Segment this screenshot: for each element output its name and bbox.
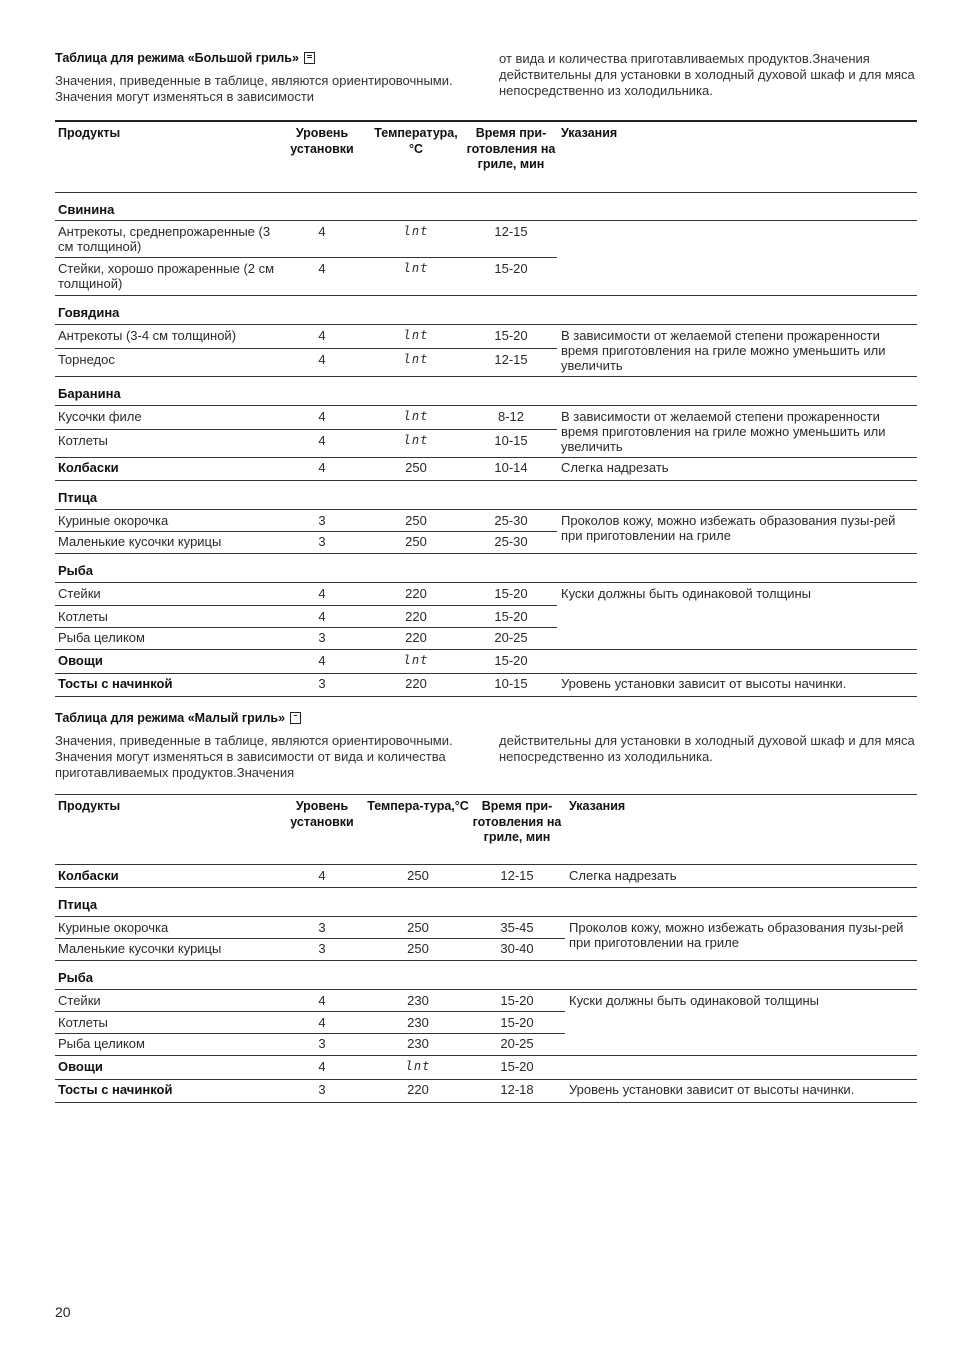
large-grill-table xyxy=(55,120,917,697)
row-time: 10-14 xyxy=(465,457,557,480)
row-product: Антрекоты, среднепрожаренные (3 см толщиной) xyxy=(55,220,277,257)
row-level: 3 xyxy=(277,1034,367,1056)
section2-intro-right: действительны для установки в холодный духовой шкаф и для мяса непосредственно из холодильника. xyxy=(499,733,915,764)
section1-intro-right: от вида и количества приготавливаемых продуктов.Значения действительны для установки в холодный духовой шкаф и для мяса непосредственно из холодильника. xyxy=(499,51,915,98)
table-row xyxy=(55,405,917,429)
row-level: 4 xyxy=(277,865,367,888)
row-product: Маленькие кусочки курицы xyxy=(55,531,277,553)
row-level: 3 xyxy=(277,673,367,696)
row-product: Рыба целиком xyxy=(55,627,277,649)
category-poultry: Птица xyxy=(55,888,917,917)
section2-intro-left: Значения, приведенные в таблице, являются ориентировочными. Значения могут изменяться в зависимости от вида и количества приготавливаемых продуктов.Значения xyxy=(55,733,453,780)
row-time: 25-30 xyxy=(465,509,557,531)
row-level: 4 xyxy=(277,220,367,257)
row-time: 20-25 xyxy=(469,1034,565,1056)
row-time: 25-30 xyxy=(465,531,557,553)
row-time: 10-15 xyxy=(465,673,557,696)
row-time: 12-15 xyxy=(469,865,565,888)
row-level: 3 xyxy=(277,627,367,649)
table-row xyxy=(55,990,917,1012)
row-temp: 230 xyxy=(367,1012,469,1034)
category-fish: Рыба xyxy=(55,961,917,990)
row-level: 4 xyxy=(277,405,367,429)
row-level: 3 xyxy=(277,531,367,553)
table-row xyxy=(55,324,917,348)
table-row xyxy=(55,1080,917,1103)
row-product: Тосты с начинкой xyxy=(55,1080,277,1103)
row-temp: 250 xyxy=(367,509,465,531)
header-products: Продукты xyxy=(55,795,277,865)
table-row xyxy=(55,457,917,480)
row-product: Овощи xyxy=(55,649,277,673)
row-temp: lnt xyxy=(367,220,465,257)
header-temp: Темпера-тура,°C xyxy=(367,795,469,865)
header-time: Время при-готовления на гриле, мин xyxy=(465,121,557,192)
note-poultry: Проколов кожу, можно избежать образования пузы-рей при приготовлении на гриле xyxy=(565,917,917,961)
small-grill-table xyxy=(55,794,917,1103)
row-product: Куриные окорочка xyxy=(55,509,277,531)
row-product: Тосты с начинкой xyxy=(55,673,277,696)
row-temp: 250 xyxy=(367,939,469,961)
row-product: Котлеты xyxy=(55,1012,277,1034)
section2-title-text: Таблица для режима «Малый гриль» xyxy=(55,711,286,725)
row-product: Котлеты xyxy=(55,429,277,457)
row-level: 3 xyxy=(277,917,367,939)
row-level: 4 xyxy=(277,605,367,627)
row-product: Колбаски xyxy=(55,865,277,888)
row-time: 10-15 xyxy=(465,429,557,457)
note-beef: В зависимости от желаемой степени прожаренности время приготовления на гриле можно уменьшить или увеличить xyxy=(557,324,917,376)
row-level: 4 xyxy=(277,1056,367,1080)
table-row xyxy=(55,257,917,295)
row-level: 3 xyxy=(277,509,367,531)
header-level: Уровень установки xyxy=(277,121,367,192)
row-level: 4 xyxy=(277,990,367,1012)
row-product: Стейки xyxy=(55,990,277,1012)
row-time: 8-12 xyxy=(465,405,557,429)
table-row xyxy=(55,509,917,531)
row-product: Торнедос xyxy=(55,348,277,376)
header-notes: Указания xyxy=(557,121,917,192)
row-product: Стейки, хорошо прожаренные (2 см толщиной) xyxy=(55,257,277,295)
row-temp: 230 xyxy=(367,1034,469,1056)
row-time: 15-20 xyxy=(469,990,565,1012)
row-temp: 220 xyxy=(367,673,465,696)
row-time: 12-15 xyxy=(465,348,557,376)
row-product: Рыба целиком xyxy=(55,1034,277,1056)
row-time: 15-20 xyxy=(465,605,557,627)
table-row xyxy=(55,865,917,888)
category-lamb: Баранина xyxy=(55,376,917,405)
category-pork: Свинина xyxy=(55,192,917,220)
row-product: Овощи xyxy=(55,1056,277,1080)
row-product: Маленькие кусочки курицы xyxy=(55,939,277,961)
table-row xyxy=(55,220,917,257)
header-time: Время при-готовления на гриле, мин xyxy=(469,795,565,865)
row-time: 15-20 xyxy=(465,324,557,348)
row-level: 4 xyxy=(277,649,367,673)
table-row xyxy=(55,673,917,696)
row-temp: lnt xyxy=(367,348,465,376)
row-note: Слегка надрезать xyxy=(565,865,917,888)
section1-intro-left: Значения, приведенные в таблице, являются ориентировочными. Значения могут изменяться в зависимости xyxy=(55,73,453,104)
row-product: Колбаски xyxy=(55,457,277,480)
row-temp: lnt xyxy=(367,257,465,295)
row-level: 4 xyxy=(277,582,367,605)
row-temp: lnt xyxy=(367,405,465,429)
row-level: 4 xyxy=(277,1012,367,1034)
table-row xyxy=(55,582,917,605)
header-notes: Указания xyxy=(565,795,917,865)
header-temp: Температура, °C xyxy=(367,121,465,192)
row-time: 12-18 xyxy=(469,1080,565,1103)
row-time: 30-40 xyxy=(469,939,565,961)
row-temp: 220 xyxy=(367,605,465,627)
row-time: 12-15 xyxy=(465,220,557,257)
row-time: 15-20 xyxy=(469,1012,565,1034)
row-level: 3 xyxy=(277,1080,367,1103)
category-poultry: Птица xyxy=(55,480,917,509)
category-beef: Говядина xyxy=(55,295,917,324)
row-product: Кусочки филе xyxy=(55,405,277,429)
page-number: 20 xyxy=(55,1304,71,1320)
note-lamb: В зависимости от желаемой степени прожаренности время приготовления на гриле можно уменьшить или увеличить xyxy=(557,405,917,457)
row-product: Антрекоты (3-4 см толщиной) xyxy=(55,324,277,348)
table-row xyxy=(55,917,917,939)
header-products: Продукты xyxy=(55,121,277,192)
header-level: Уровень установки xyxy=(277,795,367,865)
row-temp: 220 xyxy=(367,1080,469,1103)
section1-title-text: Таблица для режима «Большой гриль» xyxy=(55,51,299,65)
small-grill-icon xyxy=(290,712,301,724)
row-time: 15-20 xyxy=(465,257,557,295)
row-time: 20-25 xyxy=(465,627,557,649)
row-level: 4 xyxy=(277,348,367,376)
row-temp: 250 xyxy=(367,457,465,480)
row-temp: 250 xyxy=(367,531,465,553)
row-temp: lnt xyxy=(367,649,465,673)
row-time: 35-45 xyxy=(469,917,565,939)
row-time: 15-20 xyxy=(469,1056,565,1080)
row-level: 4 xyxy=(277,257,367,295)
row-note: Уровень установки зависит от высоты начинки. xyxy=(565,1080,917,1103)
row-time: 15-20 xyxy=(465,649,557,673)
row-level: 4 xyxy=(277,324,367,348)
row-temp: 230 xyxy=(367,990,469,1012)
row-product: Стейки xyxy=(55,582,277,605)
large-grill-icon xyxy=(304,52,315,64)
row-note: Слегка надрезать xyxy=(557,457,917,480)
section1-title xyxy=(55,51,315,65)
row-level: 4 xyxy=(277,457,367,480)
row-temp: lnt xyxy=(367,429,465,457)
row-temp: 220 xyxy=(367,582,465,605)
row-product: Куриные окорочка xyxy=(55,917,277,939)
section2-title xyxy=(55,711,301,725)
note-fish: Куски должны быть одинаковой толщины xyxy=(557,582,917,649)
row-temp: lnt xyxy=(367,1056,469,1080)
table-row xyxy=(55,1056,917,1080)
row-time: 15-20 xyxy=(465,582,557,605)
row-temp: lnt xyxy=(367,324,465,348)
category-fish: Рыба xyxy=(55,553,917,582)
note-poultry: Проколов кожу, можно избежать образования пузы-рей при приготовлении на гриле xyxy=(557,509,917,553)
row-temp: 220 xyxy=(367,627,465,649)
row-temp: 250 xyxy=(367,917,469,939)
note-fish: Куски должны быть одинаковой толщины xyxy=(565,990,917,1056)
row-level: 3 xyxy=(277,939,367,961)
row-temp: 250 xyxy=(367,865,469,888)
row-level: 4 xyxy=(277,429,367,457)
table-row xyxy=(55,649,917,673)
row-note: Уровень установки зависит от высоты начинки. xyxy=(557,673,917,696)
row-product: Котлеты xyxy=(55,605,277,627)
